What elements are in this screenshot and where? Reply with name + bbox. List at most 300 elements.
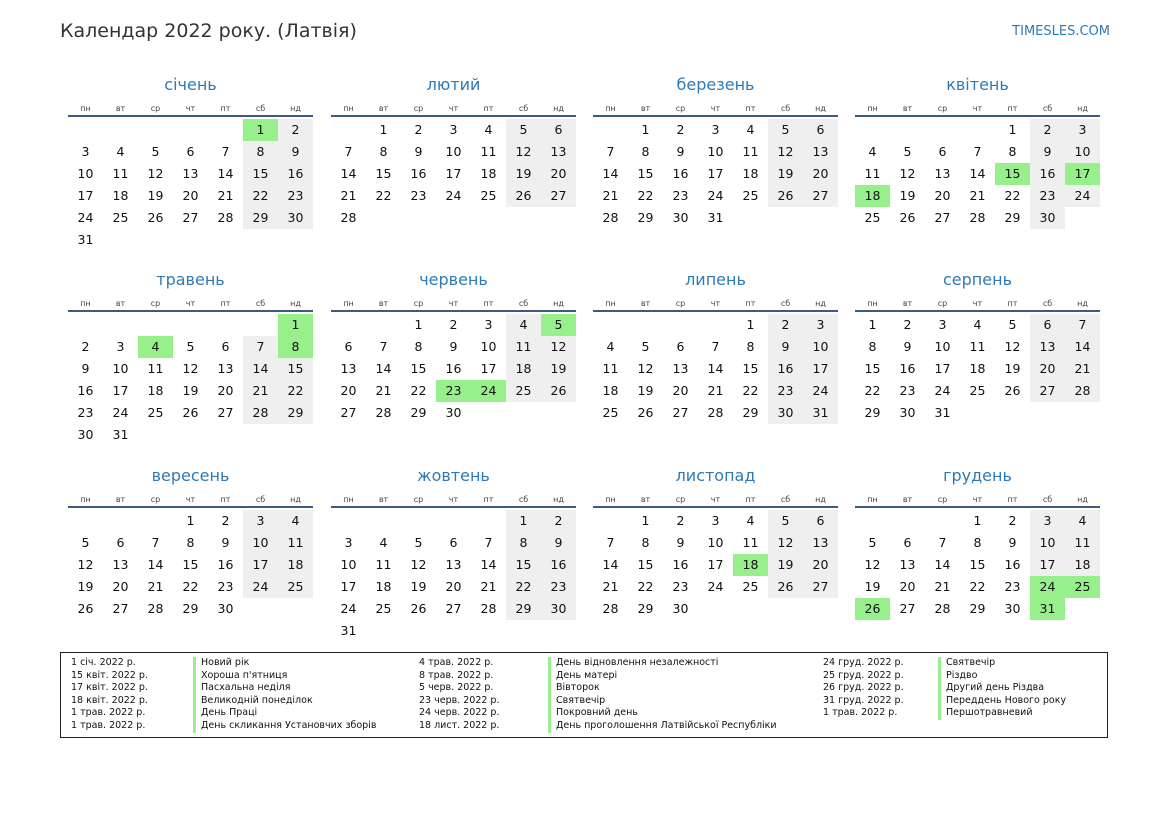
weekday-header: пн	[343, 495, 354, 504]
month-name: лютий	[426, 75, 481, 94]
calendar-day: 28	[375, 405, 392, 420]
weekday-header: чт	[972, 104, 983, 113]
calendar-day: 19	[637, 383, 654, 398]
calendar-day: 6	[1030, 314, 1065, 336]
calendar-day: 14	[1065, 336, 1100, 358]
weekday-header: ср	[937, 299, 948, 308]
weekday-header: чт	[972, 495, 983, 504]
calendar-day: 27	[803, 185, 838, 207]
calendar-day: 10	[1065, 141, 1100, 163]
calendar-day: 23	[672, 188, 689, 203]
brand-link[interactable]: TIMESLES.COM	[1012, 24, 1110, 39]
weekday-header: вт	[378, 495, 389, 504]
calendar-day: 27	[217, 405, 234, 420]
month-name: грудень	[943, 466, 1012, 485]
calendar-day: 10	[934, 339, 951, 354]
month-name: вересень	[151, 466, 230, 485]
calendar-day: 29	[864, 405, 881, 420]
calendar-day: 2	[676, 513, 685, 528]
legend-date: 23 черв. 2022 р.	[419, 694, 500, 706]
calendar-day: 2	[541, 510, 576, 532]
calendar-day: 17	[480, 361, 497, 376]
calendar-day: 28	[147, 601, 164, 616]
calendar-day: 21	[340, 188, 357, 203]
calendar-day: 20	[803, 554, 838, 576]
calendar-day: 11	[375, 557, 392, 572]
calendar-day: 11	[969, 339, 986, 354]
calendar-day: 31	[77, 232, 94, 247]
calendar-day: 6	[449, 535, 458, 550]
weekday-header: вт	[640, 104, 651, 113]
calendar-day: 12	[864, 557, 881, 572]
weekday-header: вт	[115, 104, 126, 113]
page-title: Календар 2022 року. (Латвія)	[60, 20, 357, 42]
month-divider	[593, 115, 838, 117]
holiday-day: 1	[278, 314, 313, 336]
calendar-day: 23	[672, 579, 689, 594]
holiday-day: 25	[1065, 576, 1100, 598]
month-name: січень	[164, 75, 217, 94]
calendar-day: 10	[707, 535, 724, 550]
calendar-day: 1	[506, 510, 541, 532]
weekday-header: сб	[255, 104, 266, 113]
weekday-header: сб	[1042, 104, 1053, 113]
calendar-day: 10	[445, 144, 462, 159]
legend-date: 17 квіт. 2022 р.	[71, 682, 148, 694]
calendar-day: 30	[768, 402, 803, 424]
calendar-day: 20	[217, 383, 234, 398]
weekday-header: сб	[1042, 495, 1053, 504]
calendar-day: 8	[973, 535, 982, 550]
calendar-day: 29	[278, 402, 313, 424]
legend-holiday-name: Новий рік	[193, 657, 249, 670]
calendar-day: 30	[672, 210, 689, 225]
weekday-header: ср	[150, 299, 161, 308]
weekday-header: пт	[220, 495, 231, 504]
calendar-day: 1	[973, 513, 982, 528]
calendar-day: 6	[803, 510, 838, 532]
calendar-day: 26	[637, 405, 654, 420]
weekday-header: нд	[290, 299, 301, 308]
calendar-day: 15	[506, 554, 541, 576]
calendar-day: 23	[77, 405, 94, 420]
calendar-day: 28	[602, 210, 619, 225]
calendar-day: 3	[938, 317, 947, 332]
weekday-header: пн	[867, 495, 878, 504]
calendar-day: 28	[707, 405, 724, 420]
calendar-day: 8	[243, 141, 278, 163]
calendar-day: 5	[414, 535, 423, 550]
legend-holiday-name: День проголошення Латвійської Республіки	[548, 720, 777, 733]
calendar-day: 4	[746, 513, 755, 528]
calendar-day: 31	[340, 623, 357, 638]
legend-date: 25 груд. 2022 р.	[823, 669, 904, 681]
calendar-day: 31	[112, 427, 129, 442]
weekday-header: сб	[780, 495, 791, 504]
weekday-header: пт	[745, 299, 756, 308]
legend-date: 8 трав. 2022 р.	[419, 669, 494, 681]
legend-holiday-name: Вівторок	[548, 682, 600, 695]
calendar-day: 11	[864, 166, 881, 181]
calendar-day: 7	[1065, 314, 1100, 336]
calendar-day: 25	[506, 380, 541, 402]
calendar-day: 1	[1008, 122, 1017, 137]
calendar-day: 27	[672, 405, 689, 420]
holiday-day: 24	[471, 380, 506, 402]
calendar-day: 28	[934, 601, 951, 616]
calendar-day: 18	[742, 166, 759, 181]
calendar-day: 16	[1030, 163, 1065, 185]
calendar-day: 20	[899, 579, 916, 594]
calendar-day: 17	[803, 358, 838, 380]
calendar-day: 24	[112, 405, 129, 420]
calendar-day: 26	[410, 601, 427, 616]
calendar-day: 22	[278, 380, 313, 402]
weekday-header: ср	[413, 104, 424, 113]
calendar-day: 20	[934, 188, 951, 203]
calendar-day: 25	[864, 210, 881, 225]
calendar-day: 12	[1004, 339, 1021, 354]
calendar-day: 31	[707, 210, 724, 225]
calendar-day: 21	[147, 579, 164, 594]
weekday-header: сб	[780, 104, 791, 113]
month-divider	[331, 115, 576, 117]
calendar-day: 14	[707, 361, 724, 376]
calendar-day: 15	[969, 557, 986, 572]
legend-holiday-name: Святвечір	[548, 695, 605, 708]
calendar-day: 18	[278, 554, 313, 576]
calendar-day: 1	[641, 513, 650, 528]
calendar-day: 4	[379, 535, 388, 550]
weekday-header: сб	[255, 495, 266, 504]
calendar-day: 9	[414, 144, 423, 159]
calendar-day: 1	[379, 122, 388, 137]
calendar-day: 9	[449, 339, 458, 354]
calendar-day: 24	[445, 188, 462, 203]
calendar-day: 6	[676, 339, 685, 354]
calendar-day: 22	[637, 188, 654, 203]
calendar-day: 1	[868, 317, 877, 332]
calendar-day: 25	[602, 405, 619, 420]
calendar-day: 4	[116, 144, 125, 159]
calendar-day: 21	[480, 579, 497, 594]
calendar-day: 20	[340, 383, 357, 398]
calendar-day: 7	[484, 535, 493, 550]
calendar-day: 17	[340, 579, 357, 594]
calendar-day: 2	[221, 513, 230, 528]
calendar-day: 7	[151, 535, 160, 550]
weekday-header: вт	[902, 104, 913, 113]
weekday-header: сб	[518, 495, 529, 504]
calendar-day: 21	[707, 383, 724, 398]
calendar-day: 18	[506, 358, 541, 380]
month-divider	[68, 310, 313, 312]
month-divider	[331, 310, 576, 312]
calendar-day: 27	[899, 601, 916, 616]
calendar-day: 3	[711, 513, 720, 528]
calendar-day: 13	[541, 141, 576, 163]
legend-date: 26 груд. 2022 р.	[823, 682, 904, 694]
holiday-day: 23	[436, 380, 471, 402]
calendar-day: 2	[676, 122, 685, 137]
legend-holiday-name: Великодній понеділок	[193, 695, 313, 708]
calendar-day: 29	[410, 405, 427, 420]
calendar-day: 6	[803, 119, 838, 141]
month-divider	[593, 310, 838, 312]
calendar-day: 26	[899, 210, 916, 225]
calendar-day: 6	[116, 535, 125, 550]
legend-holiday-name: Хороша п'ятниця	[193, 670, 287, 683]
calendar-day: 27	[445, 601, 462, 616]
calendar-day: 27	[112, 601, 129, 616]
calendar-day: 18	[1065, 554, 1100, 576]
calendar-day: 27	[182, 210, 199, 225]
legend-holiday-name: День Праці	[193, 707, 257, 720]
calendar-day: 22	[742, 383, 759, 398]
calendar-day: 6	[541, 119, 576, 141]
calendar-day: 13	[803, 532, 838, 554]
calendar-day: 6	[221, 339, 230, 354]
calendar-day: 17	[112, 383, 129, 398]
calendar-day: 11	[112, 166, 129, 181]
calendar-day: 15	[243, 163, 278, 185]
calendar-day: 17	[77, 188, 94, 203]
holiday-day: 15	[995, 163, 1030, 185]
calendar-day: 14	[934, 557, 951, 572]
calendar-day: 4	[973, 317, 982, 332]
weekday-header: пт	[745, 104, 756, 113]
calendar-day: 21	[969, 188, 986, 203]
calendar-day: 25	[969, 383, 986, 398]
calendar-day: 4	[278, 510, 313, 532]
weekday-header: вт	[378, 299, 389, 308]
calendar-day: 30	[217, 601, 234, 616]
weekday-header: пт	[220, 104, 231, 113]
calendar-day: 10	[707, 144, 724, 159]
calendar-day: 19	[864, 579, 881, 594]
calendar-day: 17	[707, 166, 724, 181]
calendar-day: 22	[243, 185, 278, 207]
calendar-day: 19	[768, 554, 803, 576]
calendar-day: 10	[77, 166, 94, 181]
weekday-header: пн	[80, 299, 91, 308]
weekday-header: чт	[185, 299, 196, 308]
calendar-day: 28	[969, 210, 986, 225]
calendar-day: 16	[899, 361, 916, 376]
calendar-day: 2	[414, 122, 423, 137]
calendar-day: 8	[746, 339, 755, 354]
weekday-header: сб	[518, 104, 529, 113]
calendar-day: 17	[445, 166, 462, 181]
calendar-day: 30	[899, 405, 916, 420]
calendar-day: 29	[1004, 210, 1021, 225]
calendar-day: 6	[903, 535, 912, 550]
weekday-header: чт	[448, 299, 459, 308]
holiday-day: 1	[243, 119, 278, 141]
weekday-header: чт	[972, 299, 983, 308]
weekday-header: пн	[605, 495, 616, 504]
calendar-day: 20	[541, 163, 576, 185]
calendar-day: 12	[147, 166, 164, 181]
calendar-day: 15	[410, 361, 427, 376]
weekday-header: нд	[553, 299, 564, 308]
calendar-day: 4	[484, 122, 493, 137]
weekday-header: нд	[1077, 495, 1088, 504]
calendar-day: 7	[973, 144, 982, 159]
calendar-day: 13	[1030, 336, 1065, 358]
weekday-header: сб	[518, 299, 529, 308]
calendar-day: 24	[934, 383, 951, 398]
calendar-day: 31	[934, 405, 951, 420]
weekday-header: вт	[902, 495, 913, 504]
calendar-day: 16	[672, 557, 689, 572]
holiday-day: 4	[138, 336, 173, 358]
month-name: квітень	[946, 75, 1009, 94]
calendar-day: 31	[803, 402, 838, 424]
calendar-day: 5	[868, 535, 877, 550]
calendar-day: 29	[637, 601, 654, 616]
month-divider	[855, 310, 1100, 312]
calendar-day: 7	[243, 336, 278, 358]
weekday-header: нд	[290, 495, 301, 504]
calendar-day: 16	[217, 557, 234, 572]
calendar-day: 27	[934, 210, 951, 225]
calendar-day: 14	[147, 557, 164, 572]
calendar-day: 13	[340, 361, 357, 376]
legend-holiday-name: День матері	[548, 670, 617, 683]
calendar-day: 18	[375, 579, 392, 594]
calendar-day: 5	[506, 119, 541, 141]
weekday-header: чт	[710, 104, 721, 113]
calendar-day: 3	[803, 314, 838, 336]
calendar-day: 24	[1065, 185, 1100, 207]
calendar-day: 16	[278, 163, 313, 185]
calendar-day: 15	[637, 166, 654, 181]
calendar-day: 22	[182, 579, 199, 594]
calendar-day: 1	[414, 317, 423, 332]
calendar-day: 20	[672, 383, 689, 398]
weekday-header: чт	[448, 495, 459, 504]
calendar-day: 23	[410, 188, 427, 203]
calendar-day: 26	[147, 210, 164, 225]
weekday-header: пт	[220, 299, 231, 308]
calendar-day: 3	[344, 535, 353, 550]
calendar-day: 12	[637, 361, 654, 376]
calendar-day: 30	[1004, 601, 1021, 616]
legend-holiday-name: Переддень Нового року	[938, 695, 1066, 708]
calendar-day: 10	[803, 336, 838, 358]
calendar-day: 24	[707, 188, 724, 203]
holiday-day: 18	[855, 185, 890, 207]
calendar-day: 19	[541, 358, 576, 380]
calendar-day: 16	[1004, 557, 1021, 572]
weekday-header: нд	[815, 299, 826, 308]
calendar-day: 26	[1004, 383, 1021, 398]
calendar-day: 25	[742, 188, 759, 203]
legend-holiday-name: Другий день Різдва	[938, 682, 1044, 695]
calendar-day: 9	[1030, 141, 1065, 163]
calendar-day: 23	[899, 383, 916, 398]
holiday-day: 8	[278, 336, 313, 358]
legend-date: 31 груд. 2022 р.	[823, 694, 904, 706]
weekday-header: пн	[80, 495, 91, 504]
calendar-day: 22	[864, 383, 881, 398]
calendar-day: 26	[77, 601, 94, 616]
calendar-day: 10	[480, 339, 497, 354]
calendar-day: 17	[1030, 554, 1065, 576]
holiday-day: 26	[855, 598, 890, 620]
weekday-header: нд	[815, 104, 826, 113]
calendar-day: 2	[81, 339, 90, 354]
calendar-day: 14	[602, 166, 619, 181]
weekday-header: нд	[290, 104, 301, 113]
calendar-day: 16	[768, 358, 803, 380]
calendar-day: 1	[641, 122, 650, 137]
calendar-day: 30	[1030, 207, 1065, 229]
weekday-header: пн	[343, 299, 354, 308]
legend-holiday-name: Першотравневий	[938, 707, 1033, 720]
calendar-day: 9	[81, 361, 90, 376]
legend-date: 15 квіт. 2022 р.	[71, 669, 148, 681]
calendar-day: 10	[112, 361, 129, 376]
month-divider	[68, 115, 313, 117]
calendar-day: 20	[445, 579, 462, 594]
holiday-day: 31	[1030, 598, 1065, 620]
calendar-day: 20	[182, 188, 199, 203]
calendar-day: 6	[344, 339, 353, 354]
calendar-day: 27	[541, 185, 576, 207]
calendar-day: 19	[1004, 361, 1021, 376]
calendar-day: 6	[938, 144, 947, 159]
calendar-day: 8	[641, 144, 650, 159]
month-name: червень	[419, 270, 488, 289]
calendar-day: 17	[243, 554, 278, 576]
calendar-day: 5	[81, 535, 90, 550]
calendar-day: 23	[541, 576, 576, 598]
calendar-day: 29	[506, 598, 541, 620]
weekday-header: нд	[1077, 299, 1088, 308]
weekday-header: ср	[150, 104, 161, 113]
calendar-day: 28	[217, 210, 234, 225]
calendar-day: 9	[541, 532, 576, 554]
calendar-day: 15	[742, 361, 759, 376]
calendar-day: 4	[606, 339, 615, 354]
legend-date: 4 трав. 2022 р.	[419, 657, 494, 668]
weekday-header: пн	[605, 299, 616, 308]
weekday-header: вт	[640, 299, 651, 308]
legend-date: 1 трав. 2022 р.	[71, 720, 146, 731]
calendar-day: 30	[672, 601, 689, 616]
calendar-day: 15	[375, 166, 392, 181]
calendar-day: 12	[77, 557, 94, 572]
calendar-day: 15	[637, 557, 654, 572]
calendar-day: 8	[641, 535, 650, 550]
legend-holiday-name: День скликання Установчих зборів	[193, 720, 376, 733]
weekday-header: вт	[640, 495, 651, 504]
calendar-day: 19	[768, 163, 803, 185]
weekday-header: ср	[675, 104, 686, 113]
calendar-day: 1	[746, 317, 755, 332]
legend-date: 24 черв. 2022 р.	[419, 707, 500, 719]
legend-date: 18 лист. 2022 р.	[419, 720, 500, 731]
calendar-day: 21	[1065, 358, 1100, 380]
calendar-day: 14	[217, 166, 234, 181]
calendar-day: 5	[186, 339, 195, 354]
calendar-day: 7	[938, 535, 947, 550]
calendar-day: 28	[1065, 380, 1100, 402]
calendar-day: 18	[602, 383, 619, 398]
calendar-day: 24	[803, 380, 838, 402]
